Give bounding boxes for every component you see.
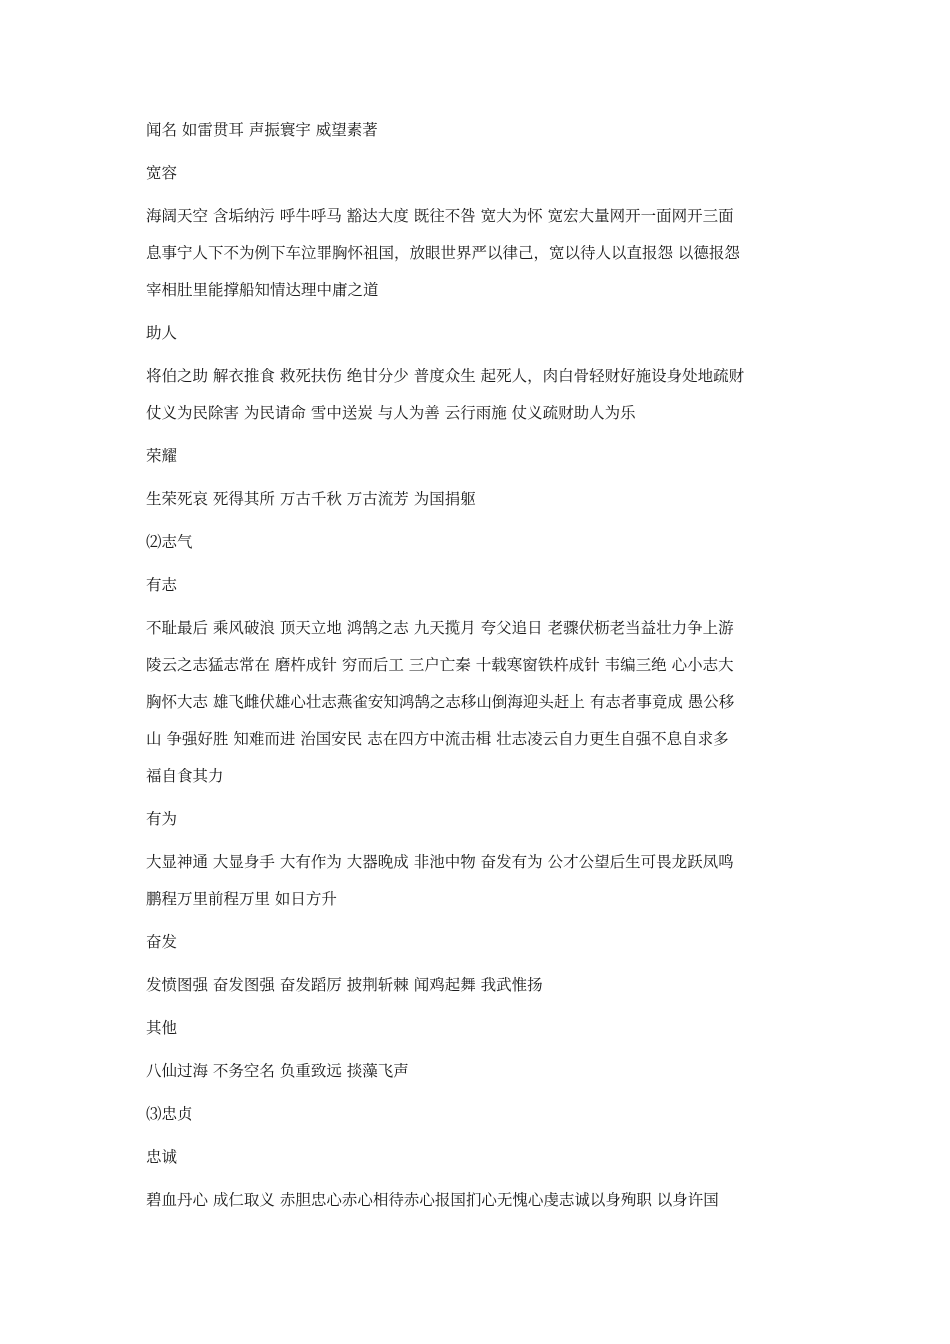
text-line: 海阔天空 含垢纳污 呼牛呼马 豁达大度 既往不咎 宽大为怀 宽宏大量网开一面网开三面	[146, 207, 734, 225]
text-line: 陵云之志猛志常在 磨杵成针 穷而后工 三户亡秦 十载寒窗铁杵成针 韦编三绝 心小志大	[146, 656, 734, 674]
text-line: 将伯之助 解衣推食 救死扶伤 绝甘分少 普度众生 起死人，肉白骨轻财好施设身处地疏财	[146, 367, 745, 385]
text-line: 发愤图强 奋发图强 奋发蹈厉 披荆斩棘 闻鸡起舞 我武惟扬	[146, 976, 543, 994]
text-line: 鹏程万里前程万里 如日方升	[146, 890, 337, 908]
chapter-heading-zhiqi: ⑵志气	[146, 533, 193, 551]
text-line: 大显神通 大显身手 大有作为 大器晚成 非池中物 奋发有为 公才公望后生可畏龙跃凤鸣	[146, 853, 734, 871]
section-heading-youwei: 有为	[146, 810, 178, 828]
section-heading-youzhi: 有志	[146, 576, 178, 594]
text-line: 闻名 如雷贯耳 声振寰宇 威望素著	[146, 121, 378, 139]
text-line: 胸怀大志 雄飞雌伏雄心壮志燕雀安知鸿鹄之志移山倒海迎头赶上 有志者事竟成 愚公移	[146, 693, 735, 711]
text-line: 息事宁人下不为例下车泣罪胸怀祖国，放眼世界严以律己，宽以待人以直报怨 以德报怨	[146, 244, 740, 262]
text-line: 八仙过海 不务空名 负重致远 掞藻飞声	[146, 1062, 409, 1080]
section-heading-qita: 其他	[146, 1019, 178, 1037]
text-line: 碧血丹心 成仁取义 赤胆忠心赤心相待赤心报国扪心无愧心虔志诚以身殉职 以身许国	[146, 1191, 719, 1209]
text-line: 山 争强好胜 知难而进 治国安民 志在四方中流击楫 壮志凌云自力更生自强不息自求多	[146, 730, 729, 748]
chapter-heading-zhongzhen: ⑶忠贞	[146, 1105, 193, 1123]
text-line: 生荣死哀 死得其所 万古千秋 万古流芳 为国捐躯	[146, 490, 476, 508]
document-page	[146, 120, 816, 1210]
text-line: 福自食其力	[146, 767, 224, 785]
section-heading-rongyao: 荣耀	[146, 447, 178, 465]
text-line: 仗义为民除害 为民请命 雪中送炭 与人为善 云行雨施 仗义疏财助人为乐	[146, 404, 636, 422]
text-line: 宰相肚里能撑船知情达理中庸之道	[146, 281, 379, 299]
section-heading-zhongcheng: 忠诚	[146, 1148, 178, 1166]
section-heading-fenfa: 奋发	[146, 933, 178, 951]
section-heading-kuanrong: 宽容	[146, 164, 178, 182]
text-line: 不耻最后 乘风破浪 顶天立地 鸿鹄之志 九天揽月 夸父追日 老骤伏枥老当益壮力争上游	[146, 619, 734, 637]
section-heading-zhuren: 助人	[146, 324, 178, 342]
